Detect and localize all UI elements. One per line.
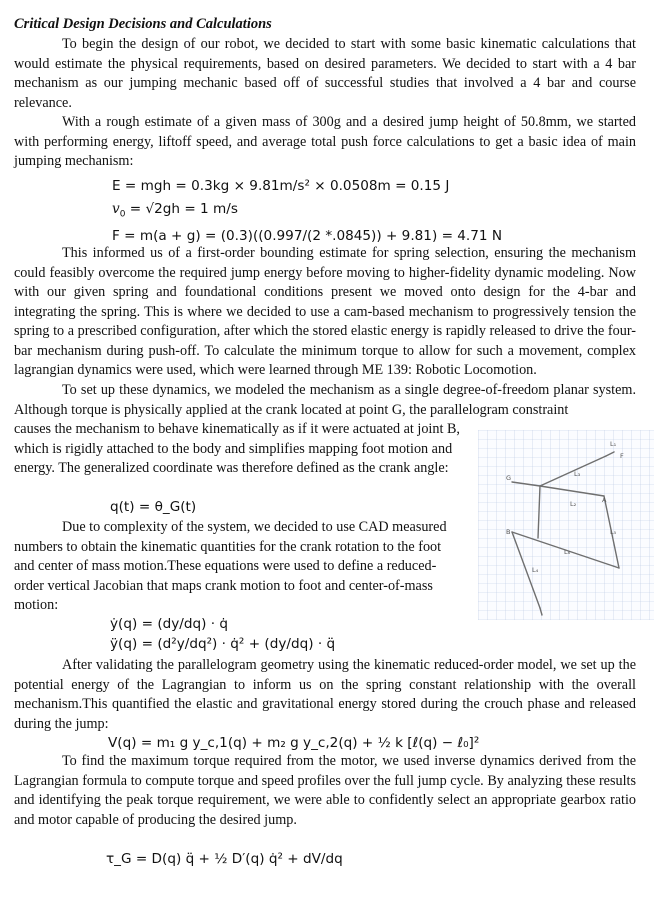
velocity-jacobian-equation: ẏ(q) = (dy/dq) · q̇ <box>110 616 229 632</box>
paragraph-estimate-text: With a rough estimate of a given mass of 300g and a desired jump height of 50.8mm, we started with performing energy, liftoff speed, and average total push force calculations to get a basic idea of main jumping mechanism: <box>14 114 636 169</box>
energy-equation: E = mgh = 0.3kg × 9.81m/s² × 0.0508m = 0.15 J <box>112 178 450 194</box>
graph-paper-grid <box>478 430 654 620</box>
velocity-symbol: v <box>112 201 120 217</box>
paragraph-spring-text: This informed us of a first-order bounding estimate for spring selection, ensuring the mechanism could feasibly overcome the required jump energy before moving to higher-fidelity dynamic modeling. Now with our given spring and foundational conditions present we moved onto design for the 4-bar and integrating the spring. This is where we decided to use a cam-based mechanism to progressively tension the spring to a prescribed configuration, after which the stored elastic energy is rapidly released to drive the four-bar mechanism during push-off. To calculate the minimum torque to allow for such a movement, complex lagrangian dynamics were used, which were learned through ME 139: Robotic Locomotion. <box>14 245 636 378</box>
label-l6: L₆ <box>564 548 571 556</box>
four-bar-sketch-figure <box>478 430 654 620</box>
paragraph-torque-text: To find the maximum torque required from the motor, we used inverse dynamics derived from the Lagrangian formula to compute torque and speed profiles over the full jump cycle. By analyzing these results and identifying the peak torque requirement, we were able to confidently select an appropriate gearbox ratio and motor capable of producing the desired jump. <box>14 753 636 828</box>
paragraph-dynamics-text: To set up these dynamics, we modeled the mechanism as a single degree-of-freedom planar system. Although torque is physically applied at the crank located at point G, the parallelogram constraint <box>14 382 636 418</box>
paragraph-torque <box>14 752 636 830</box>
acceleration-jacobian-equation: ÿ(q) = (d²y/dq²) · q̇² + (dy/dq) · q̈ <box>110 636 336 652</box>
paragraph-dynamics-cont: causes the mechanism to behave kinematically as if it were actuated at joint B, which is rigidly attached to the body and simplifies mapping foot motion and energy. The generalized coordinate was therefore defined as the crank angle: <box>14 421 460 476</box>
torque-equation: τ_G = D(q) q̈ + ½ D′(q) q̇² + dV/dq <box>106 851 343 867</box>
paragraph-intro-text: To begin the design of our robot, we decided to start with some basic kinematic calculations that would estimate the physical requirements, based on desired parameters. We decided to start with a 4 bar mechanism as our jumping mechanic based off of successful studies that involved a 4 bar and course relevance. <box>14 36 636 111</box>
label-g: G <box>506 474 512 482</box>
label-a: A <box>602 496 607 504</box>
paragraph-potential <box>14 656 636 734</box>
paragraph-spring <box>14 244 636 381</box>
label-l3: L₃ <box>574 470 581 478</box>
paragraph-jacobian <box>14 518 462 616</box>
paragraph-intro <box>14 35 636 113</box>
potential-energy-equation: V(q) = m₁ g y_c,1(q) + m₂ g y_c,2(q) + ½ k [ℓ(q) − ℓ₀]² <box>108 735 480 751</box>
liftoff-speed-rhs: = √2gh = 1 m/s <box>125 201 238 217</box>
paragraph-estimate <box>14 113 636 172</box>
push-force-equation: F = m(a + g) = (0.3)((0.997/(2 *.0845)) + 9.81) = 4.71 N <box>112 228 503 244</box>
label-l1: L₁ <box>610 440 617 448</box>
velocity-subscript: 0 <box>119 209 126 220</box>
label-b: B <box>506 528 511 536</box>
section-heading: Critical Design Decisions and Calculations <box>14 16 272 32</box>
paragraph-jacobian-text: Due to complexity of the system, we decided to use CAD measured numbers to obtain the kinematic quantities for the crank rotation to the foot and center of mass motion.These equations were used to define a reduced-order vertical Jacobian that maps crank motion to foot and center-of-mass motion: <box>14 519 447 613</box>
paragraph-potential-text: After validating the parallelogram geometry using the kinematic reduced-order model, we set up the potential energy of the Lagrangian to inform us on the spring constant relationship with the overall mechanism.This quantified the elastic and gravitational energy stored during the crouch phase and released during the jump: <box>14 657 636 732</box>
label-l5: L₅ <box>610 528 617 536</box>
label-l4: L₄ <box>532 566 539 574</box>
label-f: F <box>620 452 624 460</box>
liftoff-speed-equation <box>112 201 238 220</box>
paragraph-dynamics <box>14 381 636 420</box>
label-l2: L₂ <box>570 500 577 508</box>
crank-angle-equation: q(t) = θ_G(t) <box>110 499 197 515</box>
